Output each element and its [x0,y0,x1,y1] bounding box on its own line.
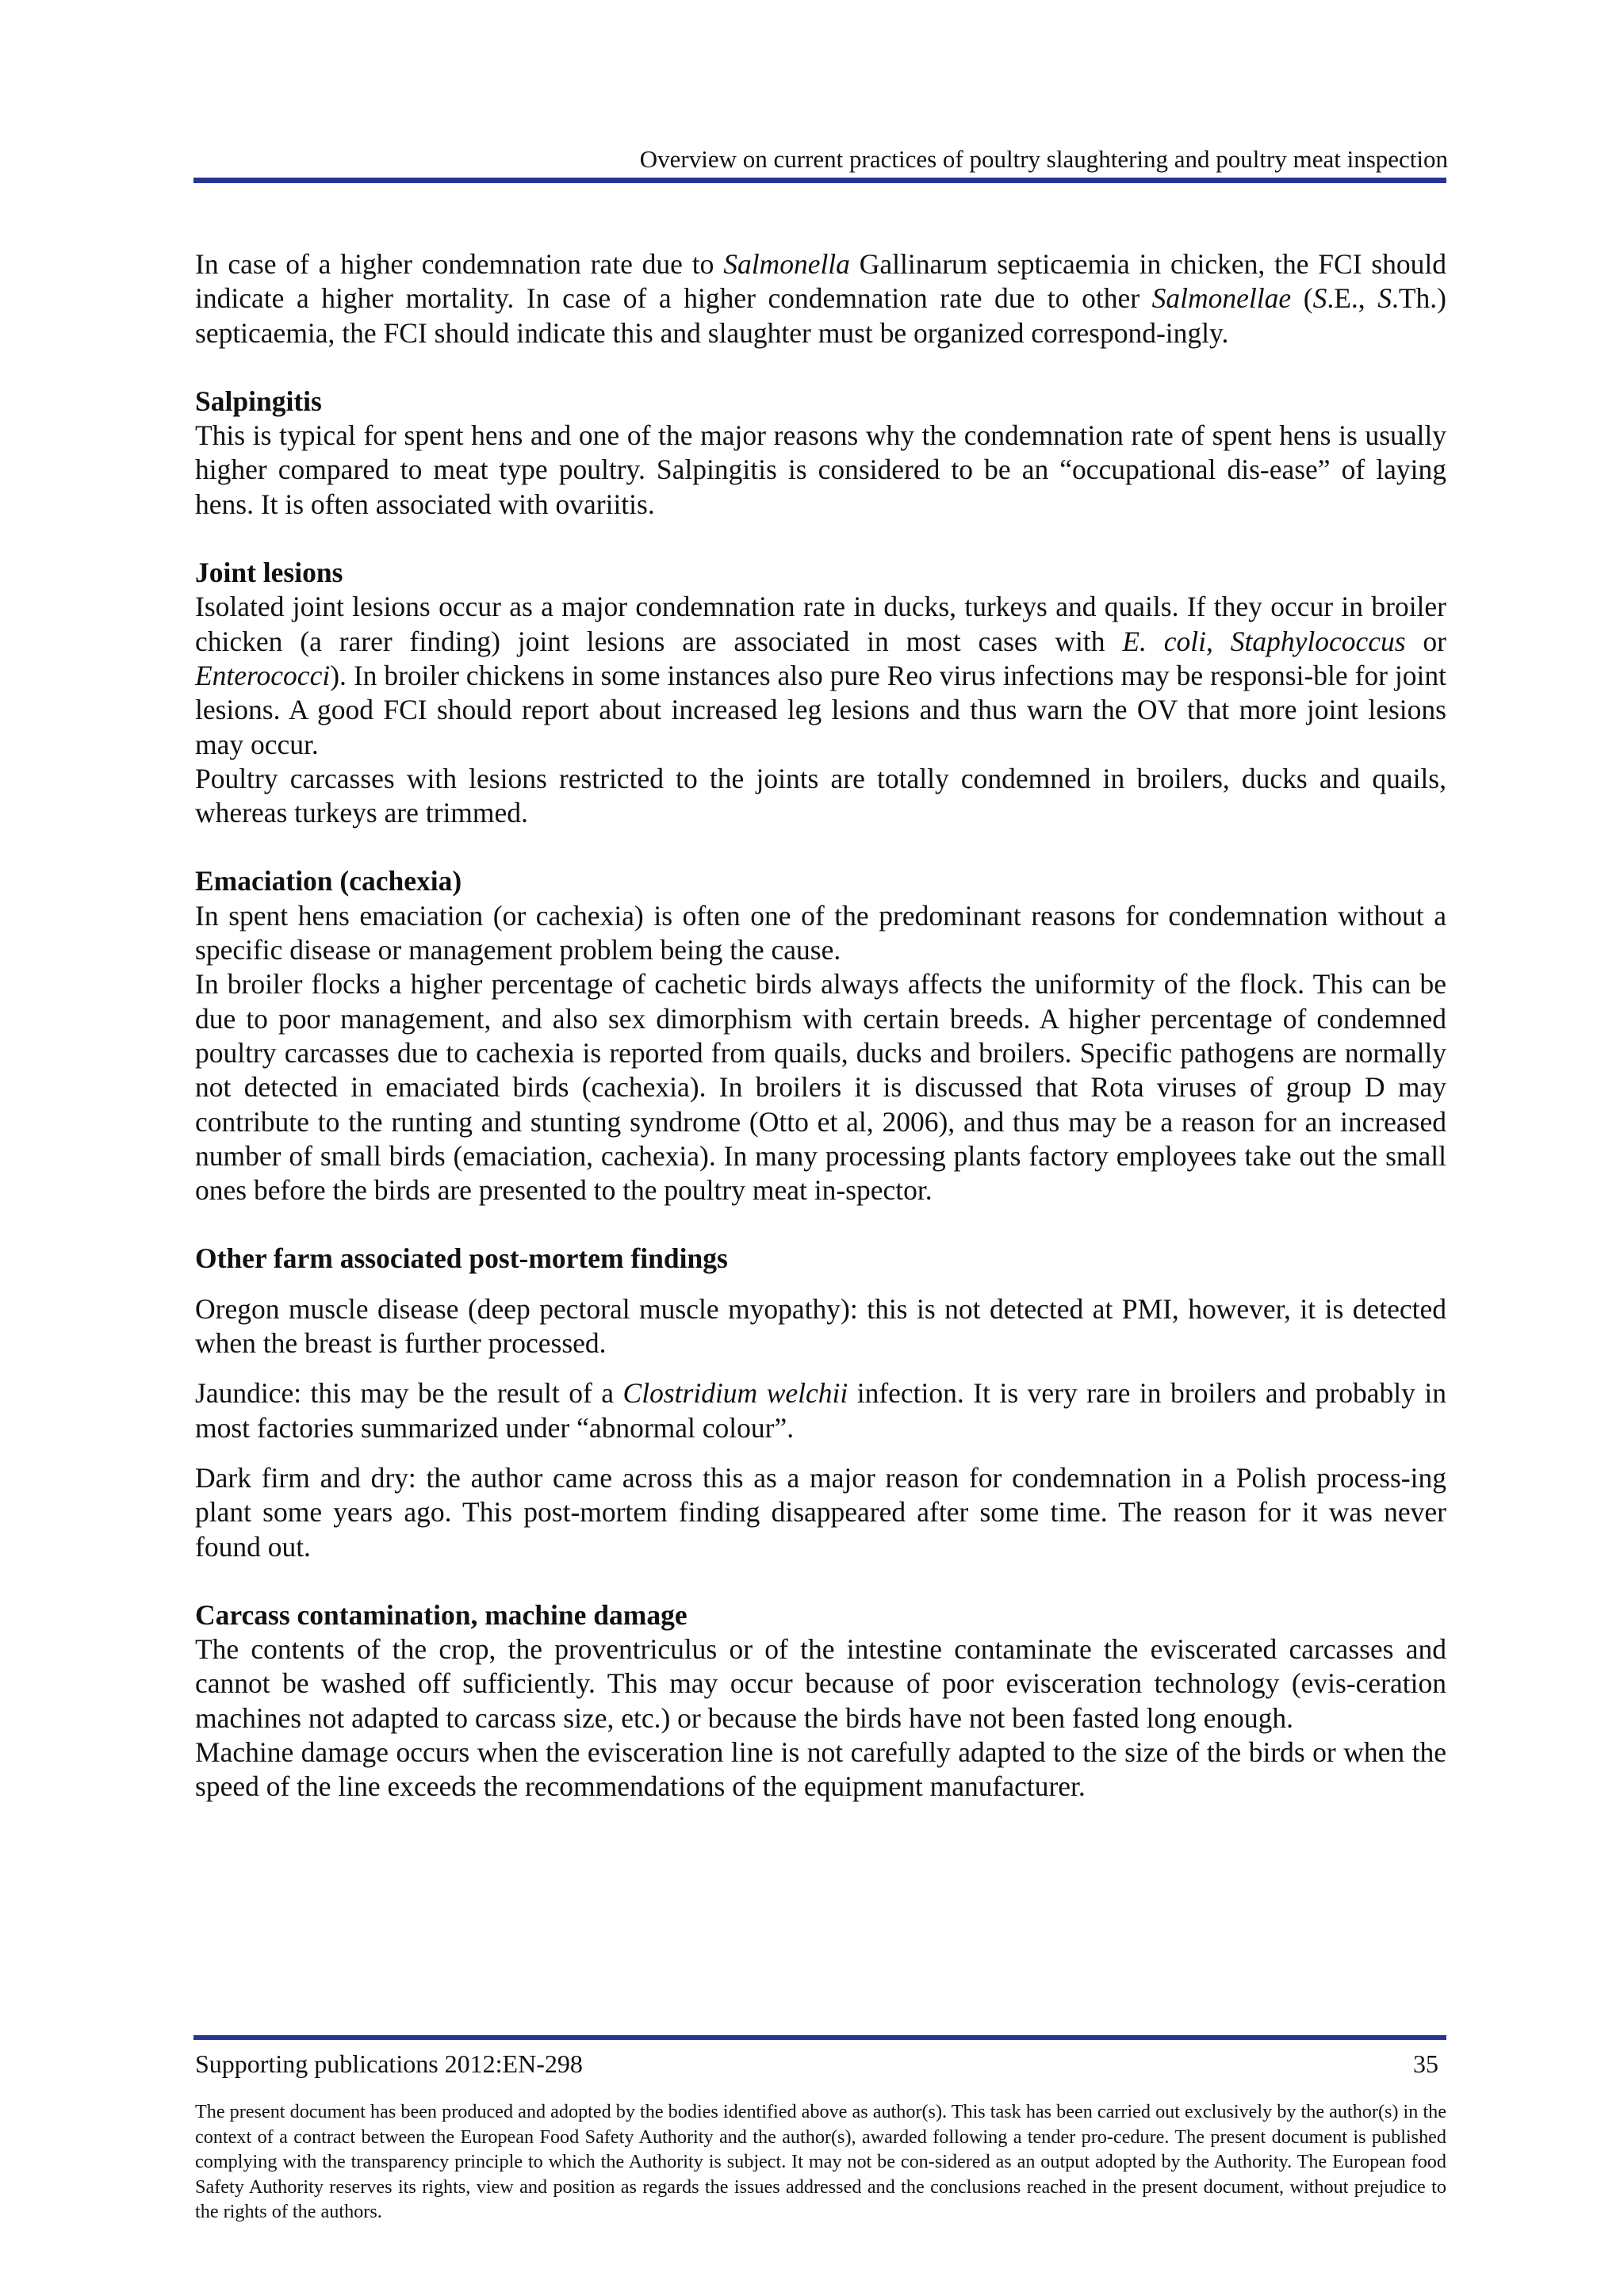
footer-rule [193,2035,1446,2040]
paragraph-carcass-1: The contents of the crop, the proventriculus or of the intestine contaminate the eviscerated carcasses and cannot be washed off sufficiently. This may occur because of poor evisceration technology (evis-ceration machines not adapted to carcass size, etc.) or because the birds have not been fasted long enough. [195,1633,1446,1734]
paragraph-dark-firm-dry: Dark firm and dry: the author came across this as a major reason for condemnation in a Polish process-ing plant some years ago. This post-mortem finding disappeared after some time. The reason for it was never found out. [195,1461,1446,1563]
paragraph-jaundice: Jaundice: this may be the result of a Clostridium welchii infection. It is very rare in broilers and probably in most factories summarized under “abnormal colour”. [195,1377,1446,1444]
heading-joint-lesions: Joint lesions [195,557,343,589]
paragraph-joint-lesions-2: Poultry carcasses with lesions restricted to the joints are totally condemned in broilers, ducks and quails, whereas turkeys are trimmed. [195,762,1446,829]
heading-salpingitis: Salpingitis [195,385,322,417]
heading-carcass-contamination: Carcass contamination, machine damage [195,1598,688,1631]
running-header: Overview on current practices of poultry slaughtering and poultry meat inspection [639,145,1448,173]
publication-id: Supporting publications 2012:EN-298 [195,2049,583,2078]
paragraph-salmonella: In case of a higher condemnation rate due to Salmonella Gallinarum septicaemia in chicken, the FCI should indicate a higher mortality. In case of a higher condemnation rate due to other Salmonellae (S.E., S.Th.) septicaemia, the FCI should indicate this and slaughter must be organized correspond-ingly. [195,248,1447,349]
header-rule [193,178,1446,183]
heading-emaciation: Emaciation (cachexia) [195,865,462,897]
italic-term: Salmonellae [1151,282,1292,315]
italic-term: S [1312,282,1327,315]
paragraph-salpingitis: This is typical for spent hens and one of the major reasons why the condemnation rate of spent hens is usually higher compared to meat type poultry. Salpingitis is considered to be an “occupational dis-ease” of laying hens. It is often associated with ovariitis. [195,419,1446,520]
italic-term: E. coli [1122,625,1206,657]
main-content [195,247,1446,1804]
paragraph-emaciation-1: In spent hens emaciation (or cachexia) is often one of the predominant reasons for condemnation without a specific disease or management problem being the cause. [195,899,1446,966]
page-number: 35 [1413,2049,1438,2078]
paragraph-emaciation-2: In broiler flocks a higher percentage of cachetic birds always affects the uniformity of the flock. This can be due to poor management, and also sex dimorphism with certain breeds. A higher percentage of condemned poultry carcasses due to cachexia is reported from quails, ducks and broilers. Specific pathogens are normally not detected in emaciated birds (cachexia). In broilers it is discussed that Rota viruses of group D may contribute to the runting and stunting syndrome (Otto et al, 2006), and thus may be a reason for an increased number of small birds (emaciation, cachexia). In many processing plants factory employees take out the small ones before the birds are presented to the poultry meat in-spector. [195,968,1446,1207]
paragraph-carcass-2: Machine damage occurs when the evisceration line is not carefully adapted to the size of the birds or when the speed of the line exceeds the recommendations of the equipment manufacturer. [195,1735,1446,1803]
italic-term: Clostridium welchii [622,1377,848,1410]
italic-term: Salmonella [723,248,850,280]
paragraph-joint-lesions: Isolated joint lesions occur as a major condemnation rate in ducks, turkeys and quails. If they occur in broiler chicken (a rarer finding) joint lesions are associated in most cases with E. coli, Staphylococcus or Enterococci). In broiler chickens in some instances also pure Reo virus infections may be responsi-ble for joint lesions. A good FCI should report about increased leg lesions and thus warn the OV that more joint lesions may occur. [195,591,1447,760]
italic-term: Enterococci [195,659,331,691]
disclaimer: The present document has been produced and adopted by the bodies identified above as author(s). This task has been carried out exclusively by the author(s) in the context of a contract between the European Food Safety Authority and the author(s), awarded following a tender pro-cedure. The present document is published complying with the transparency principle to which the Authority is subject. It may not be con-sidered as an output adopted by the Authority. The European food Safety Authority reserves its rights, view and position as regards the issues addressed and the conclusions reached in the present document, without prejudice to the rights of the authors. [195,2101,1446,2222]
heading-other-findings: Other farm associated post-mortem findings [195,1242,728,1275]
paragraph-oregon: Oregon muscle disease (deep pectoral muscle myopathy): this is not detected at PMI, however, it is detected when the breast is further processed. [195,1292,1446,1360]
italic-term: S [1377,282,1392,315]
italic-term: Staphylococcus [1230,625,1406,657]
